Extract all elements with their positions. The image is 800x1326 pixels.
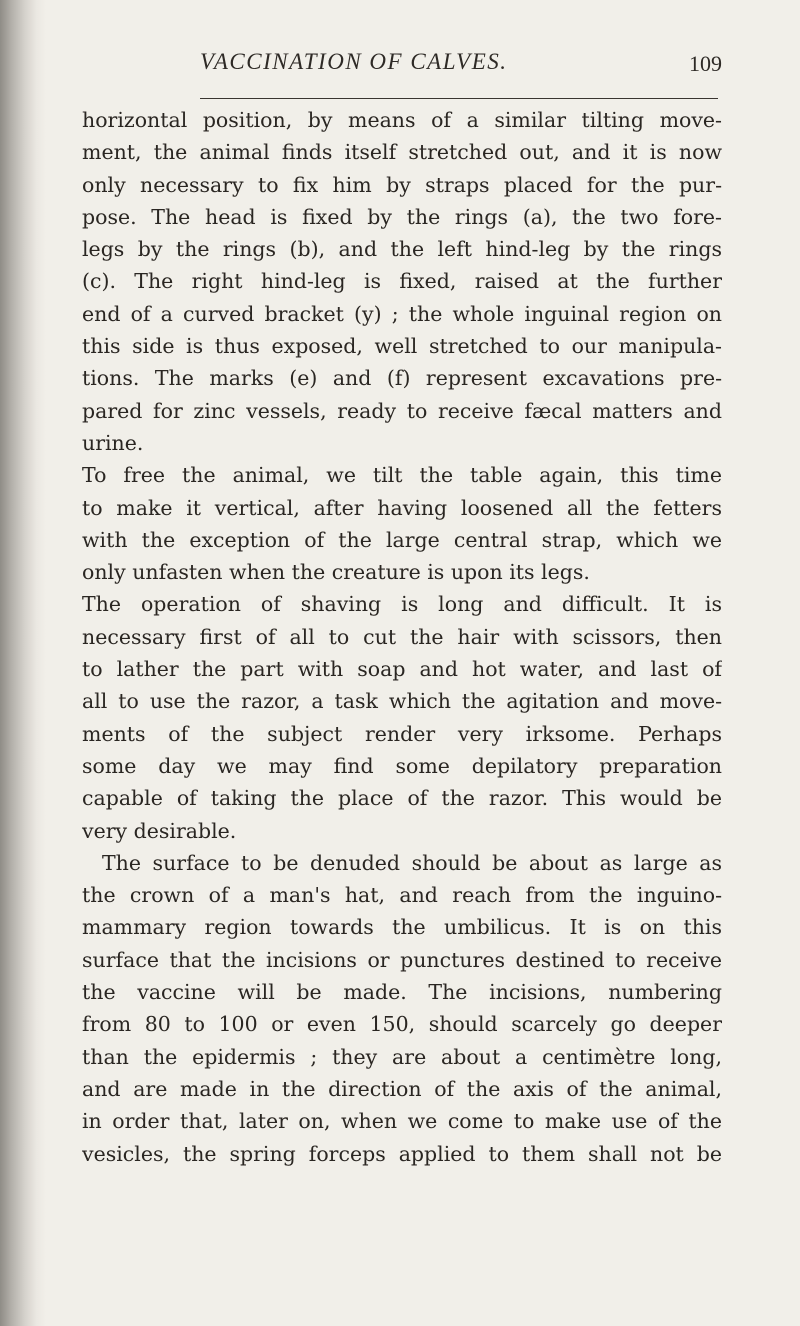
text-line: and are made in the direction of the axis of the animal, [82,1076,722,1101]
text-line: (c). The right hind-leg is fixed, raised at the further [82,269,722,294]
text-line: The operation of shaving is long and difficult. It is [82,592,722,617]
text-line: to lather the part with soap and hot water, and last of [82,657,722,682]
text-line: capable of taking the place of the razor. This would be [82,786,722,811]
header-rule [200,98,718,99]
text-line: with the exception of the large central strap, which we [82,527,722,552]
text-line: To free the animal, we tilt the table again, this time [82,463,722,488]
text-line: this side is thus exposed, well stretched to our manipula- [82,334,722,359]
text-line: only necessary to fix him by straps placed for the pur- [82,172,722,197]
text-line: pared for zinc vessels, ready to receive fæcal matters and [82,398,722,423]
text-line: the crown of a man's hat, and reach from the inguino- [82,883,722,908]
text-line: The surface to be denuded should be about as large as [102,850,722,875]
text-line: surface that the incisions or punctures destined to receive [82,947,722,972]
text-line: urine. [82,430,144,455]
text-line: all to use the razor, a task which the agitation and move- [82,689,722,714]
text-line: tions. The marks (e) and (f) represent excavations pre- [82,366,722,391]
text-line: vesicles, the spring forceps applied to them shall not be [82,1141,722,1166]
text-line: ments of the subject render very irksome. Perhaps [82,721,722,746]
text-line: very desirable. [82,818,237,843]
running-title: VACCINATION OF CALVES. [200,49,508,74]
text-line: from 80 to 100 or even 150, should scarcely go deeper [82,1012,722,1037]
body-text [82,104,722,1170]
text-line: legs by the rings (b), and the left hind-leg by the rings [82,237,722,262]
text-line: end of a curved bracket (y) ; the whole inguinal region on [82,301,722,326]
text-line: necessary first of all to cut the hair with scissors, then [82,624,722,649]
page-number: 109 [689,51,722,76]
text-line: pose. The head is fixed by the rings (a), the two fore- [82,204,722,229]
text-line: to make it vertical, after having loosened all the fetters [82,495,722,520]
text-line: mammary region towards the umbilicus. It is on this [82,915,722,940]
text-line: the vaccine will be made. The incisions, numbering [82,980,722,1005]
text-line: than the epidermis ; they are about a centimètre long, [82,1044,722,1069]
text-line: only unfasten when the creature is upon its legs. [82,560,590,585]
text-line: ment, the animal finds itself stretched out, and it is now [82,140,722,165]
text-line: some day we may find some depilatory preparation [82,753,722,778]
text-line: in order that, later on, when we come to make use of the [82,1109,722,1134]
text-line: horizontal position, by means of a similar tilting move- [82,108,722,132]
